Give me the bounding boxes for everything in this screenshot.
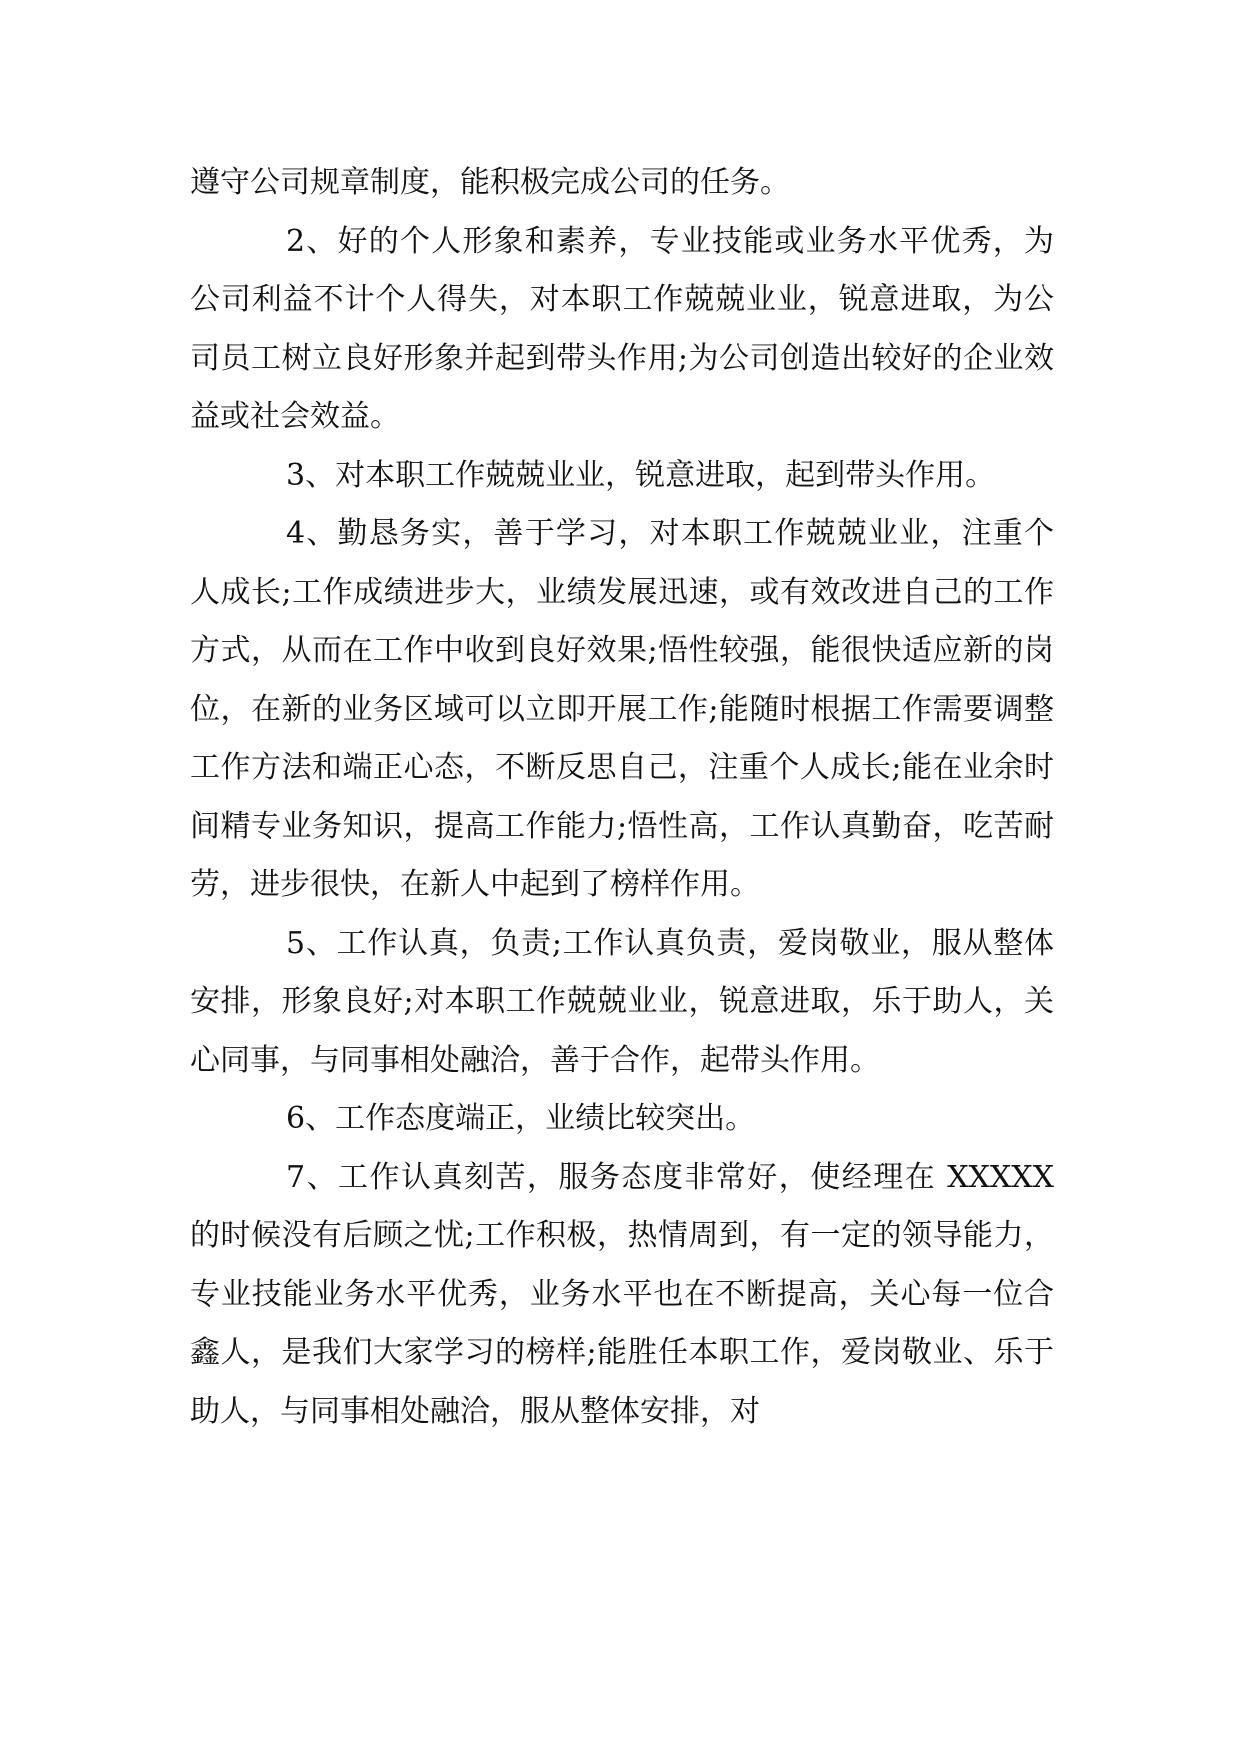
paragraph-6: 6、工作态度端正，业绩比较突出。 <box>286 1101 756 1136</box>
paragraph-5: 5、工作认真，负责;工作认真负责，爱岗敬业，服从整体安排，形象良好;对本职工作兢兢业业，锐意进取，乐于助人，关心同事，与同事相处融洽，善于合作，起带头作用。 <box>190 925 1054 1078</box>
paragraph-2: 2、好的个人形象和素养，专业技能或业务水平优秀，为公司利益不计个人得失，对本职工作兢兢业业，锐意进取，为公司员工树立良好形象并起到带头作用;为公司创造出较好的企业效益或社会效益。 <box>190 223 1054 434</box>
paragraph-7: 7、工作认真刻苦，服务态度非常好，使经理在 XXXXX 的时候没有后顾之忧;工作积极，热情周到，有一定的领导能力，专业技能业务水平优秀，业务水平也在不断提高，关心每一位合鑫人，是我们大家学习的榜样;能胜任本职工作，爱岗敬业、乐于助人，与同事相处融洽，服从整体安排，对 <box>190 1159 1054 1429</box>
paragraph-3: 3、对本职工作兢兢业业，锐意进取，起到带头作用。 <box>286 457 996 493</box>
paragraph-1: 遵守公司规章制度，能积极完成公司的任务。 <box>190 165 790 200</box>
paragraph-4: 4、勤恳务实，善于学习，对本职工作兢兢业业，注重个人成长;工作成绩进步大，业绩发展迅速，或有效改进自己的工作方式，从而在工作中收到良好效果;悟性较强，能很快适应新的岗位，在新的业务区域可以立即开展工作;能随时根据工作需要调整工作方法和端正心态，不断反思自己，注重个人成长;能在业余时间精专业务知识，提高工作能力;悟性高，工作认真勤奋，吃苦耐劳，进步很快，在新人中起到了榜样作用。 <box>190 516 1054 902</box>
document-body <box>190 154 1054 1441</box>
